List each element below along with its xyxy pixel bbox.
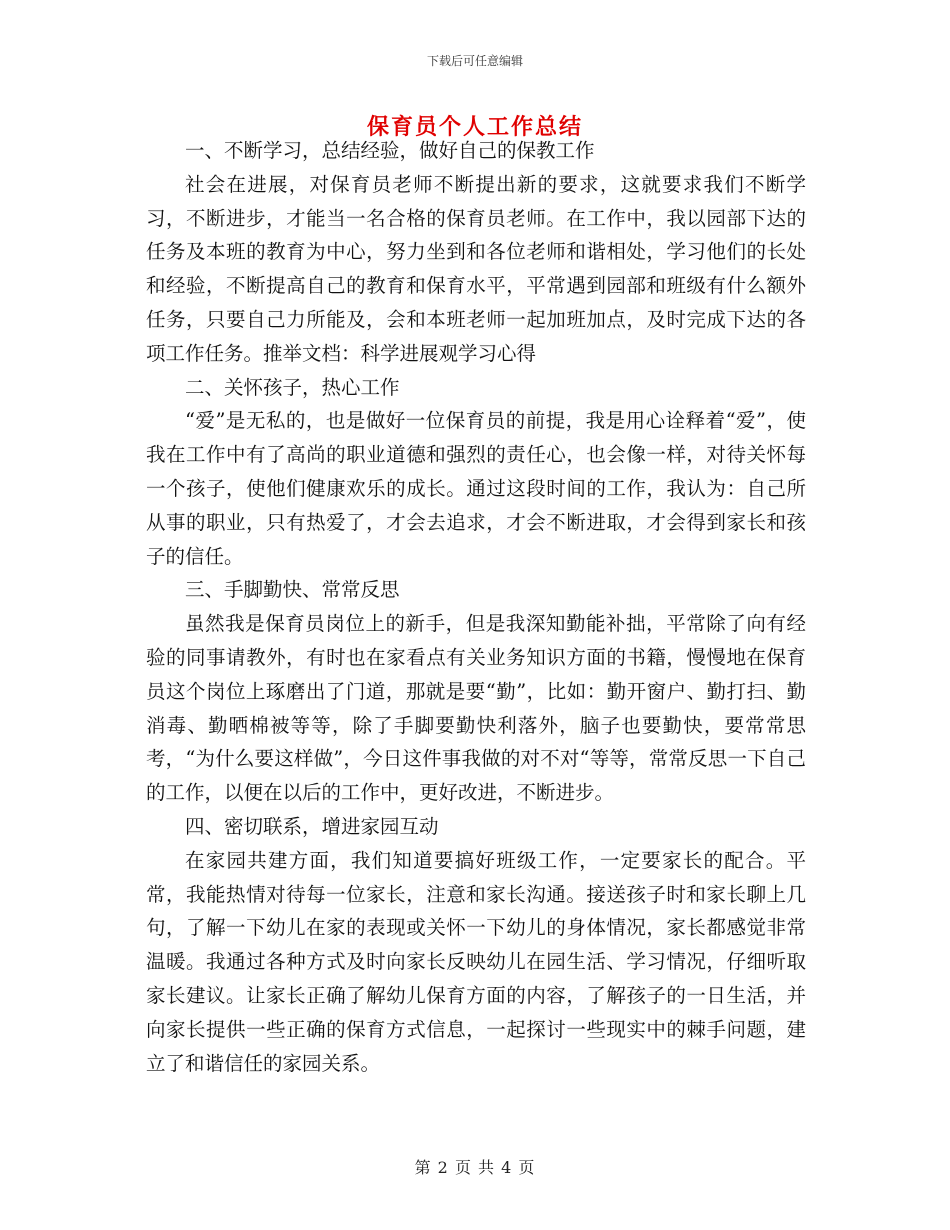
- section-heading-3: 三、手脚勤快、常常反思: [185, 578, 400, 602]
- page-number-footer: 第 2 页 共 4 页: [414, 1158, 536, 1177]
- document-body: [146, 134, 806, 1080]
- paragraph-2: “爱”是无私的，也是做好一位保育员的前提，我是用心诠释着“爱”，使我在工作中有了高尚的职业道德和强烈的责任心，也会像一样，对待关怀每一个孩子，使他们健康欢乐的成长。通过这段时间的工作，我认为：自己所从事的职业，只有热爱了，才会去追求，才会不断进取，才会得到家长和孩子的信任。: [146, 409, 806, 568]
- section-heading-2: 二、关怀孩子，热心工作: [185, 375, 400, 399]
- section-heading-4: 四、密切联系，增进家园互动: [185, 814, 439, 838]
- paragraph-4: 在家园共建方面，我们知道要搞好班级工作，一定要家长的配合。平常，我能热情对待每一位家长，注意和家长沟通。接送孩子时和家长聊上几句，了解一下幼儿在家的表现或关怀一下幼儿的身体情况，家长都感觉非常温暖。我通过各种方式及时向家长反映幼儿在园生活、学习情况，仔细听取家长建议。让家长正确了解幼儿保育方面的内容，了解孩子的一日生活，并向家长提供一些正确的保育方式信息，一起探讨一些现实中的棘手问题，建立了和谐信任的家园关系。: [146, 848, 806, 1075]
- section-heading-1: 一、不断学习，总结经验，做好自己的保教工作: [185, 139, 595, 162]
- paragraph-1: 社会在进展，对保育员老师不断提出新的要求，这就要求我们不断学习，不断进步，才能当一名合格的保育员老师。在工作中，我以园部下达的任务及本班的教育为中心，努力坐到和各位老师和谐相处，学习他们的长处和经验，不断提高自己的教育和保育水平，平常遇到园部和班级有什么额外任务，只要自己力所能及，会和本班老师一起加班加点，及时完成下达的各项工作任务。推举文档：科学进展观学习心得: [146, 172, 806, 365]
- paragraph-3: 虽然我是保育员岗位上的新手，但是我深知勤能补拙，平常除了向有经验的同事请教外，有时也在家看点有关业务知识方面的书籍，慢慢地在保育员这个岗位上琢磨出了门道，那就是要“勤”，比如：勤开窗户、勤打扫、勤消毒、勤晒棉被等等，除了手脚要勤快利落外，脑子也要勤快，要常常思考，“为什么要这样做”，今日这件事我做的对不对“等等，常常反思一下自己的工作，以便在以后的工作中，更好改进，不断进步。: [146, 612, 806, 805]
- document-title: 保育员个人工作总结: [366, 115, 583, 140]
- header-note: 下载后可任意编辑: [426, 54, 523, 68]
